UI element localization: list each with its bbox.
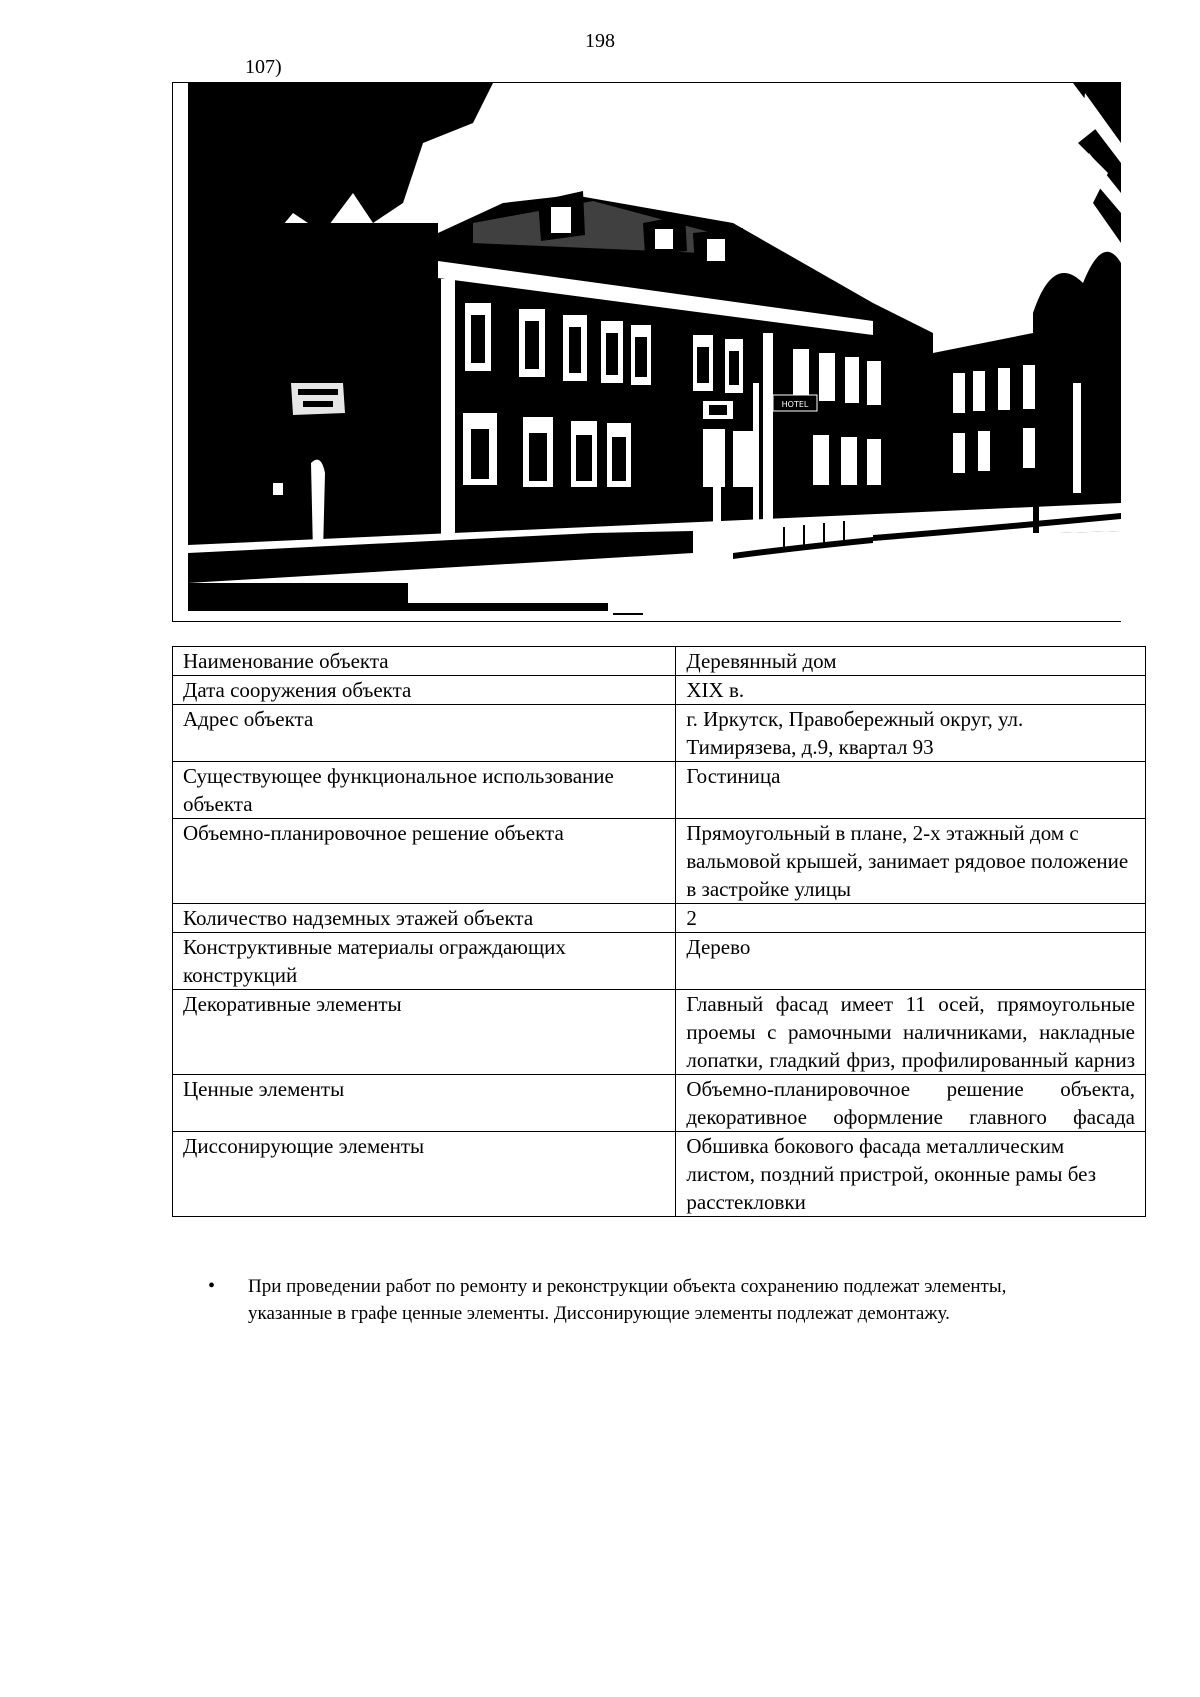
table-row	[173, 1132, 1146, 1217]
object-info-table	[172, 646, 1146, 1217]
table-row	[173, 1075, 1146, 1132]
item-number: 107)	[245, 56, 282, 78]
table-row	[173, 705, 1146, 762]
row-label: Декоративные элементы	[173, 990, 676, 1075]
table-row	[173, 990, 1146, 1075]
row-value: Объемно-планировочное решение объекта, декоративное оформление главного фасада	[676, 1075, 1146, 1132]
row-label: Наименование объекта	[173, 647, 676, 676]
row-value: XIX в.	[676, 676, 1146, 705]
table-row	[173, 819, 1146, 904]
row-label: Количество надземных этажей объекта	[173, 904, 676, 933]
row-label: Ценные элементы	[173, 1075, 676, 1132]
bullet-icon: •	[208, 1275, 216, 1297]
table-row	[173, 676, 1146, 705]
row-label: Конструктивные материалы ограждающих конструкций	[173, 933, 676, 990]
row-value: 2	[676, 904, 1146, 933]
row-label: Дата сооружения объекта	[173, 676, 676, 705]
row-label: Существующее функциональное использование объекта	[173, 762, 676, 819]
table-row	[173, 762, 1146, 819]
row-value: г. Иркутск, Правобережный округ, ул. Тимирязева, д.9, квартал 93	[676, 705, 1146, 762]
row-value: Обшивка бокового фасада металлическим листом, поздний пристрой, оконные рамы без расстекловки	[676, 1132, 1146, 1217]
table-row	[173, 933, 1146, 990]
row-label: Диссонирующие элементы	[173, 1132, 676, 1217]
row-value: Главный фасад имеет 11 осей, прямоугольные проемы с рамочными наличниками, накладные лопатки, гладкий фриз, профилированный карниз	[676, 990, 1146, 1075]
row-value: Деревянный дом	[676, 647, 1146, 676]
building-photo	[172, 82, 1121, 622]
row-value: Гостиница	[676, 762, 1146, 819]
table-row	[173, 904, 1146, 933]
note-text: При проведении работ по ремонту и реконструкции объекта сохранению подлежат элементы, указанные в графе ценные элементы. Диссонирующие элементы подлежат демонтажу.	[248, 1276, 1007, 1324]
table-row	[173, 647, 1146, 676]
page-number: 198	[585, 30, 615, 52]
preservation-note	[208, 1273, 1088, 1327]
shop-sign-left	[291, 383, 345, 415]
row-label: Адрес объекта	[173, 705, 676, 762]
row-label: Объемно-планировочное решение объекта	[173, 819, 676, 904]
hotel-sign-text: HOTEL	[781, 400, 809, 409]
row-value: Дерево	[676, 933, 1146, 990]
row-value: Прямоугольный в плане, 2-х этажный дом с вальмовой крышей, занимает рядовое положение в застройке улицы	[676, 819, 1146, 904]
